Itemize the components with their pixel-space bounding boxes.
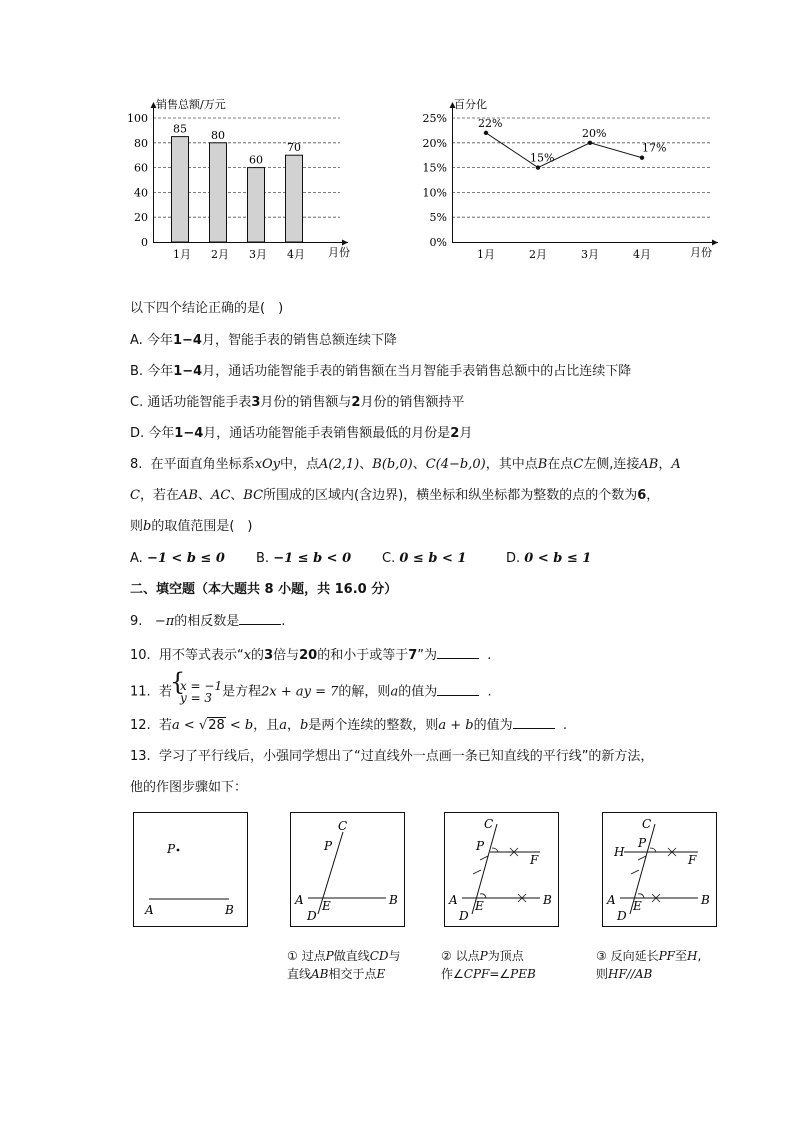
q7-c-m2: 2 — [351, 395, 361, 410]
q8-line3 — [130, 518, 253, 536]
q8-math: xOy — [254, 457, 281, 472]
caption-text: 与 — [388, 949, 401, 963]
q8-text: 左侧,连接 — [583, 457, 640, 472]
q8-opt-label: D. — [506, 551, 525, 566]
q8-option-d — [506, 550, 591, 568]
q8-text: ，其中点 — [485, 457, 538, 472]
caption-text: 以点 — [455, 949, 480, 963]
q11 — [130, 680, 492, 704]
q11-system — [172, 680, 222, 704]
q9-expr: −π — [154, 614, 175, 629]
fig2-label-d: D — [307, 909, 317, 923]
q9-answer-blank[interactable] — [239, 612, 281, 625]
q7-option-d — [130, 425, 472, 443]
q8-text: 、 — [412, 457, 426, 472]
bar-value-label: 70 — [287, 141, 301, 155]
q7-a-text1: 今年 — [146, 333, 173, 348]
q11-sys-row2: y = 3 — [179, 691, 213, 705]
caption-math: P — [479, 949, 488, 963]
bar-y-tick-label: 0 — [141, 236, 148, 249]
bar-2 — [210, 143, 227, 242]
q8-text: 在点 — [547, 457, 574, 472]
bar-category-label: 2月 — [211, 248, 229, 261]
q8-math: AB — [639, 457, 659, 472]
bar-x-axis-label: 月份 — [328, 246, 350, 259]
q8-math: C — [130, 488, 140, 503]
q7-c-text1: 通话功能智能手表 — [147, 395, 252, 410]
q8-opt-label: A. — [130, 551, 147, 566]
bar-y-tick-label: 60 — [134, 161, 148, 175]
fig3-arc-mark — [473, 870, 481, 874]
bar-y-tick-label: 20 — [134, 211, 148, 225]
line-y-tick-label: 25% — [422, 112, 447, 125]
caption-text: 至 — [675, 949, 688, 963]
fig4-arc — [638, 894, 644, 898]
bar-value-label: 60 — [249, 153, 263, 167]
caption-text: 作∠ — [441, 967, 464, 981]
q8-option-b — [256, 550, 382, 568]
q7-d-label: D. — [130, 426, 149, 441]
q10-math: 7 — [408, 648, 418, 663]
q8-opt-expr: 0 ≤ b < 1 — [399, 551, 467, 566]
q12: 12. 若a < √28 < b，且a，b是两个连续的整数，则a + b的值为 . — [130, 718, 568, 733]
caption-step-2 — [441, 947, 536, 983]
q8-math: A(2,1) — [319, 457, 360, 472]
q11-num: 11. — [130, 684, 151, 700]
line-y-tick-label: 5% — [429, 211, 447, 225]
q11-sys-row1: { x = −1 — [179, 679, 223, 693]
fig4-arc — [650, 848, 656, 852]
bar-1 — [172, 137, 189, 242]
caption-math: AB — [311, 967, 329, 981]
q11-equation: 2x + ay = 7 — [261, 684, 339, 700]
q7-a-label: A. — [130, 333, 147, 348]
fig4-label-p: P — [638, 836, 647, 850]
caption-math: PEB — [510, 967, 536, 981]
q8-text: ， — [646, 488, 660, 503]
q10-math: x — [243, 648, 252, 663]
line-category-label: 4月 — [633, 248, 651, 261]
q12-math: b — [300, 718, 309, 733]
q10-answer-blank[interactable] — [437, 646, 479, 659]
q8-math: B(b,0) — [372, 457, 413, 472]
sales-bar-chart — [118, 88, 448, 263]
q8-math: BC — [243, 488, 264, 503]
q7-option-c — [130, 394, 464, 412]
caption-text: 则 — [596, 967, 609, 981]
caption-math: HF//AB — [608, 967, 653, 981]
q9-num: 9. — [130, 614, 143, 629]
caption-text: , — [697, 949, 702, 963]
q7-b-range: 1−4 — [173, 364, 203, 379]
caption-text: 相交于点 — [328, 967, 377, 981]
line-point-2 — [536, 165, 540, 169]
q8-text: ，若在 — [139, 488, 179, 503]
fig3-arc — [480, 894, 486, 898]
q8-opt-expr: −1 ≤ b < 0 — [273, 551, 352, 566]
q12-text: 若 — [158, 718, 172, 733]
q8-math: B — [537, 457, 548, 472]
q8-text: 所围成的区域内(含边界)，横坐标和纵坐标都为整数的点的个数为 — [263, 488, 638, 503]
bar-value-label: 80 — [211, 128, 225, 142]
q8-math: A — [671, 457, 681, 472]
q12-end: . — [562, 718, 568, 733]
fig4-label-h: H — [614, 845, 625, 859]
q13-line2: 他的作图步骤如下： — [130, 780, 248, 795]
q11-text: 的解，则 — [338, 684, 391, 700]
q9-text: 的相反数是 — [174, 614, 240, 629]
q9 — [130, 612, 285, 631]
fig3-label-a: A — [449, 893, 458, 907]
figure-step-2 — [444, 812, 560, 928]
line-y-tick-label: 20% — [422, 136, 447, 150]
caption-math: H — [687, 949, 698, 963]
q8-math: C — [573, 457, 584, 472]
q8-text: 、 — [230, 488, 244, 503]
fig3-label-d: D — [459, 909, 469, 923]
share-line-chart — [410, 88, 730, 263]
fig2-label-e: E — [322, 899, 331, 913]
fig3-label-c: C — [484, 817, 494, 831]
fig4-label-e: E — [633, 899, 642, 913]
caption-text: =∠ — [489, 967, 511, 981]
q10-text: 的 — [251, 648, 265, 663]
line-x-axis-label: 月份 — [690, 246, 712, 259]
fig2-label-a: A — [295, 893, 304, 907]
q8-text: 在平面直角坐标系 — [150, 457, 255, 472]
q10-text: 倍与 — [273, 648, 300, 663]
q10-text: ”为 — [417, 648, 438, 663]
fig2-label-c: C — [338, 819, 348, 833]
fig1-label-p: P — [167, 842, 176, 856]
q8-text: 的取值范围是( ) — [151, 519, 253, 534]
q10 — [130, 646, 491, 665]
fig1-label-a: A — [145, 903, 154, 917]
fig2-label-b: B — [389, 893, 398, 907]
q8-option-a — [130, 550, 256, 568]
caption-text: 过点 — [301, 949, 326, 963]
q7-c-text3: 月份的销售额持平 — [360, 395, 465, 410]
q10-text: 的和小于或等于 — [317, 648, 409, 663]
line-value-label: 20% — [582, 126, 607, 140]
q12-num: 12. — [130, 718, 151, 733]
fig3-label-p: P — [476, 839, 485, 853]
bar-category-label: 1月 — [173, 248, 191, 261]
q7-c-text2: 月份的销售额与 — [260, 395, 352, 410]
caption-text: 做直线 — [333, 949, 370, 963]
q12-text: ， — [287, 718, 301, 733]
caption-num: ① — [287, 949, 298, 963]
q8-text: 、 — [197, 488, 211, 503]
bar-y-axis-label: 销售总额/万元 — [156, 98, 226, 111]
q7-d-text3: 月 — [459, 426, 473, 441]
fig4-label-d: D — [617, 909, 627, 923]
fig3-label-b: B — [543, 893, 552, 907]
caption-text: 为顶点 — [487, 949, 524, 963]
q8-line1 — [130, 456, 681, 474]
line-value-label: 15% — [530, 151, 555, 165]
bar-y-tick-label: 100 — [127, 112, 148, 125]
bar-3 — [248, 168, 265, 242]
fig3-label-f: F — [530, 853, 539, 867]
fig1-label-b: B — [225, 903, 234, 917]
q8-options — [130, 550, 591, 568]
bar-value-label: 85 — [173, 122, 187, 136]
line-value-label: 22% — [478, 116, 503, 130]
q12-text: 是两个连续的整数，则 — [308, 718, 439, 733]
fig4-label-a: A — [607, 893, 616, 907]
q10-math: 3 — [264, 648, 274, 663]
caption-math: PF — [658, 949, 676, 963]
fig4-label-f: F — [688, 853, 697, 867]
fig3-arc — [492, 848, 498, 852]
caption-math: CD — [369, 949, 389, 963]
caption-num: ② — [441, 949, 452, 963]
bar-y-tick-label: 40 — [134, 186, 148, 200]
q11-math: a — [390, 684, 399, 700]
q8-math: C(4−b,0) — [425, 457, 486, 472]
q12-math: a < — [171, 718, 199, 733]
line-y-axis-label: 百分化 — [454, 98, 487, 111]
q7-c-label: C. — [130, 395, 148, 410]
q8-text: 则 — [130, 519, 144, 534]
q10-end: . — [487, 648, 492, 663]
q12-text: 的值为 — [473, 718, 513, 733]
caption-step-3 — [596, 947, 701, 983]
fig1-point-p — [177, 849, 180, 852]
q10-text: 用不等式表示“ — [158, 648, 244, 663]
q13-text: 学习了平行线后，小强同学想出了“过直线外一点画一条已知直线的平行线”的新方法， — [158, 749, 654, 764]
bar-category-label: 4月 — [287, 248, 305, 261]
q8-math: b — [143, 519, 152, 534]
q11-text: 是方程 — [222, 684, 262, 700]
figure-step-0 — [133, 812, 249, 928]
q13-line1 — [130, 748, 653, 766]
q7-b-text2: 月，通话功能智能手表的销售额在当月智能手表销售总额中的占比连续下降 — [202, 364, 632, 379]
q13-num: 13. — [130, 749, 151, 764]
q7-a-text2: 月，智能手表的销售总额连续下降 — [201, 333, 397, 348]
q8-opt-expr: −1 < b ≤ 0 — [146, 551, 225, 566]
q8-text: 中，点 — [280, 457, 320, 472]
q8-text: ， — [658, 457, 672, 472]
q8-num: 8. — [130, 457, 143, 472]
q8-option-c — [382, 550, 506, 568]
line-y-tick-label: 15% — [422, 161, 447, 175]
line-category-label: 3月 — [581, 248, 599, 261]
q8-text: 、 — [359, 457, 373, 472]
q7-d-text2: 月，通话功能智能手表销售额最低的月份是 — [203, 426, 451, 441]
line-value-label: 17% — [642, 141, 667, 155]
q11-text: 若 — [158, 684, 172, 700]
q12-answer-blank[interactable] — [513, 716, 555, 729]
q10-num: 10. — [130, 648, 151, 663]
q12-radicand: 28 — [208, 718, 225, 733]
line-category-label: 1月 — [477, 248, 495, 261]
q7-d-text1: 今年 — [148, 426, 175, 441]
q9-end: . — [281, 614, 286, 629]
q8-opt-expr: 0 < b ≤ 1 — [524, 551, 592, 566]
bar-4 — [286, 155, 303, 242]
q7-a-range: 1−4 — [172, 333, 202, 348]
q12-math: a — [279, 718, 287, 733]
q8-math: AB — [178, 488, 198, 503]
line-point-1 — [484, 131, 488, 135]
bar-x-axis-arrow — [342, 240, 348, 246]
caption-math: E — [376, 967, 386, 981]
line-x-axis-arrow — [712, 240, 718, 246]
q8-opt-label: C. — [382, 551, 400, 566]
q10-math: 20 — [299, 648, 318, 663]
line-y-tick-label: 10% — [422, 186, 447, 200]
q11-answer-blank[interactable] — [437, 683, 479, 696]
line-category-label: 2月 — [529, 248, 547, 261]
fig4-label-b: B — [701, 893, 710, 907]
q7-stem: 以下四个结论正确的是( ) — [130, 301, 284, 316]
q8-opt-label: B. — [256, 551, 274, 566]
q7-d-m: 2 — [450, 426, 460, 441]
caption-math: CPF — [463, 967, 490, 981]
caption-num: ③ — [596, 949, 607, 963]
caption-text: 反向延长 — [610, 949, 659, 963]
figure-step-1 — [290, 812, 406, 928]
bar-category-label: 3月 — [249, 248, 267, 261]
q7-option-a — [130, 332, 397, 350]
fig4-arc-mark — [631, 870, 639, 874]
caption-step-1 — [287, 947, 401, 983]
line-point-3 — [588, 141, 592, 145]
q12-math: a + b — [438, 718, 474, 733]
fig4-label-c: C — [642, 817, 652, 831]
q8-line2 — [130, 487, 659, 505]
q8-math: 6 — [637, 488, 647, 503]
fig3-label-e: E — [475, 899, 484, 913]
caption-math: P — [325, 949, 334, 963]
q11-text: 的值为 — [398, 684, 438, 700]
section2-title: 二、填空题（本大题共 8 小题，共 16.0 分） — [130, 582, 398, 597]
q7-c-m1: 3 — [251, 395, 261, 410]
caption-text: 直线 — [287, 967, 312, 981]
line-point-4 — [640, 155, 644, 159]
q7-b-label: B. — [130, 364, 148, 379]
q12-math: < b — [225, 718, 254, 733]
line-y-tick-label: 0% — [429, 236, 447, 249]
q7-d-range: 1−4 — [174, 426, 204, 441]
q7-option-b — [130, 363, 631, 381]
bar-y-tick-label: 80 — [134, 136, 148, 150]
q12-text: ，且 — [253, 718, 280, 733]
line-series-path — [486, 133, 642, 168]
q7-b-text1: 今年 — [147, 364, 174, 379]
q8-math: AC — [210, 488, 231, 503]
q11-end: . — [487, 684, 492, 700]
fig2-label-p: P — [324, 839, 333, 853]
figure-step-3 — [602, 812, 718, 928]
